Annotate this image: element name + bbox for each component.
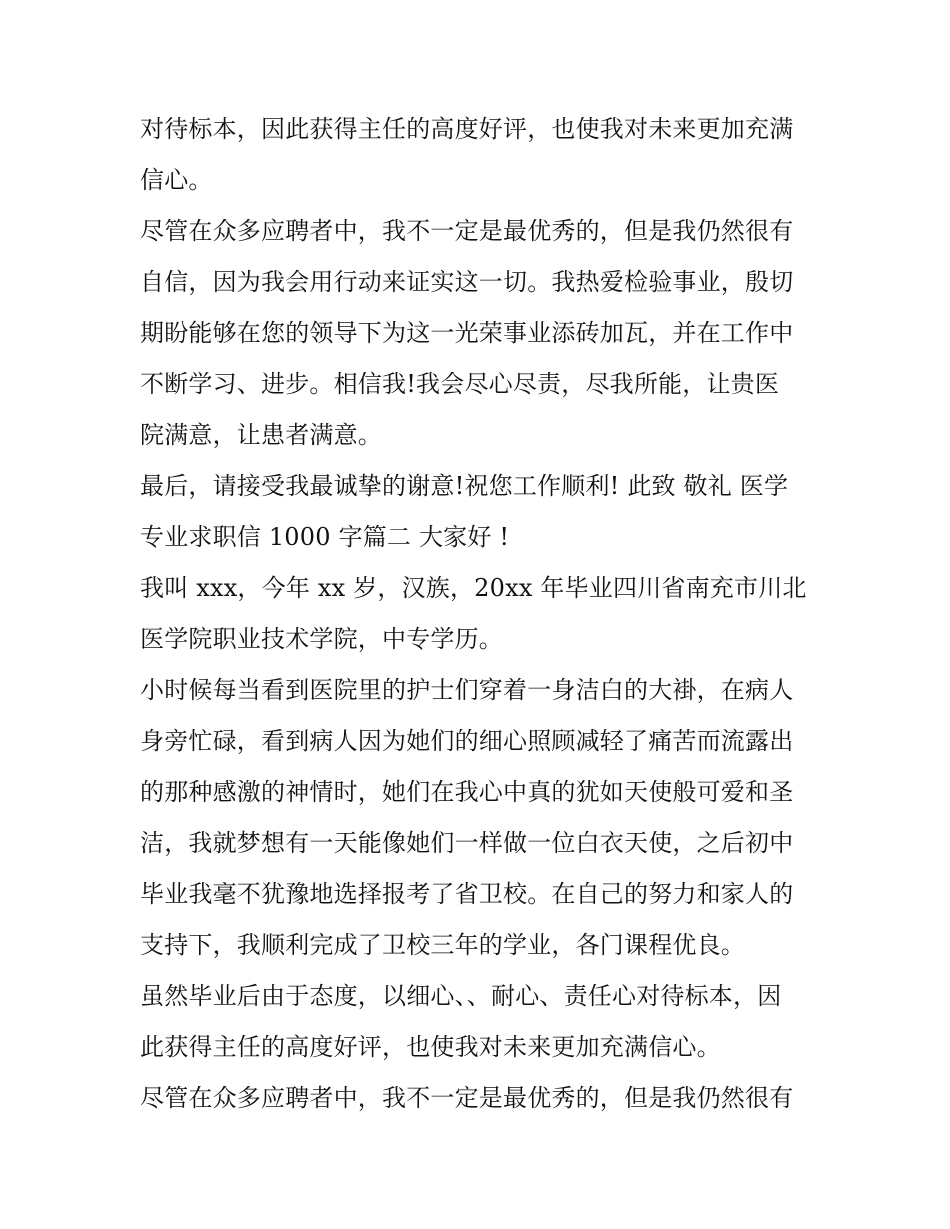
text-line: 自信，因为我会用行动来证实这一切。我热爱检验事业，殷切	[140, 268, 794, 296]
text-line: 期盼能够在您的领导下为这一光荣事业添砖加瓦，并在工作中	[140, 319, 794, 347]
text-line: 医学院职业技术学院，中专学历。	[140, 625, 503, 653]
text-line: 此获得主任的高度好评，也使我对未来更加充满信心。	[140, 1033, 721, 1061]
text-line: 院满意，让患者满意。	[140, 421, 382, 449]
text-line: 的那种感激的神情时，她们在我心中真的犹如天使般可爱和圣	[140, 778, 794, 806]
text-line: 信心。	[140, 166, 213, 194]
text-line: 最后，请接受我最诚挚的谢意!祝您工作顺利! 此致 敬礼 医学	[140, 472, 789, 500]
text-line: 支持下，我顺利完成了卫校三年的学业，各门课程优良。	[140, 931, 745, 959]
text-line: 小时候每当看到医院里的护士们穿着一身洁白的大褂，在病人	[140, 676, 794, 704]
text-line: 尽管在众多应聘者中，我不一定是最优秀的，但是我仍然很有	[140, 217, 794, 245]
text-line: 虽然毕业后由于态度，以细心、、耐心、责任心对待标本，因	[140, 982, 782, 1010]
text-line: 毕业我毫不犹豫地选择报考了省卫校。在自己的努力和家人的	[140, 880, 794, 908]
text-line: 专业求职信 1000 字篇二 大家好 !	[140, 523, 510, 551]
text-line: 尽管在众多应聘者中，我不一定是最优秀的，但是我仍然很有	[140, 1084, 794, 1112]
text-line: 不断学习、进步。相信我!我会尽心尽责，尽我所能，让贵医	[140, 370, 780, 398]
document-body	[140, 104, 820, 1124]
text-line: 洁，我就梦想有一天能像她们一样做一位白衣天使，之后初中	[140, 829, 794, 857]
text-line: 身旁忙碌，看到病人因为她们的细心照顾减轻了痛苦而流露出	[140, 727, 794, 755]
text-line: 对待标本，因此获得主任的高度好评，也使我对未来更加充满	[140, 115, 794, 143]
text-line: 我叫 xxx，今年 xx 岁，汉族，20xx 年毕业四川省南充市川北	[140, 574, 807, 602]
